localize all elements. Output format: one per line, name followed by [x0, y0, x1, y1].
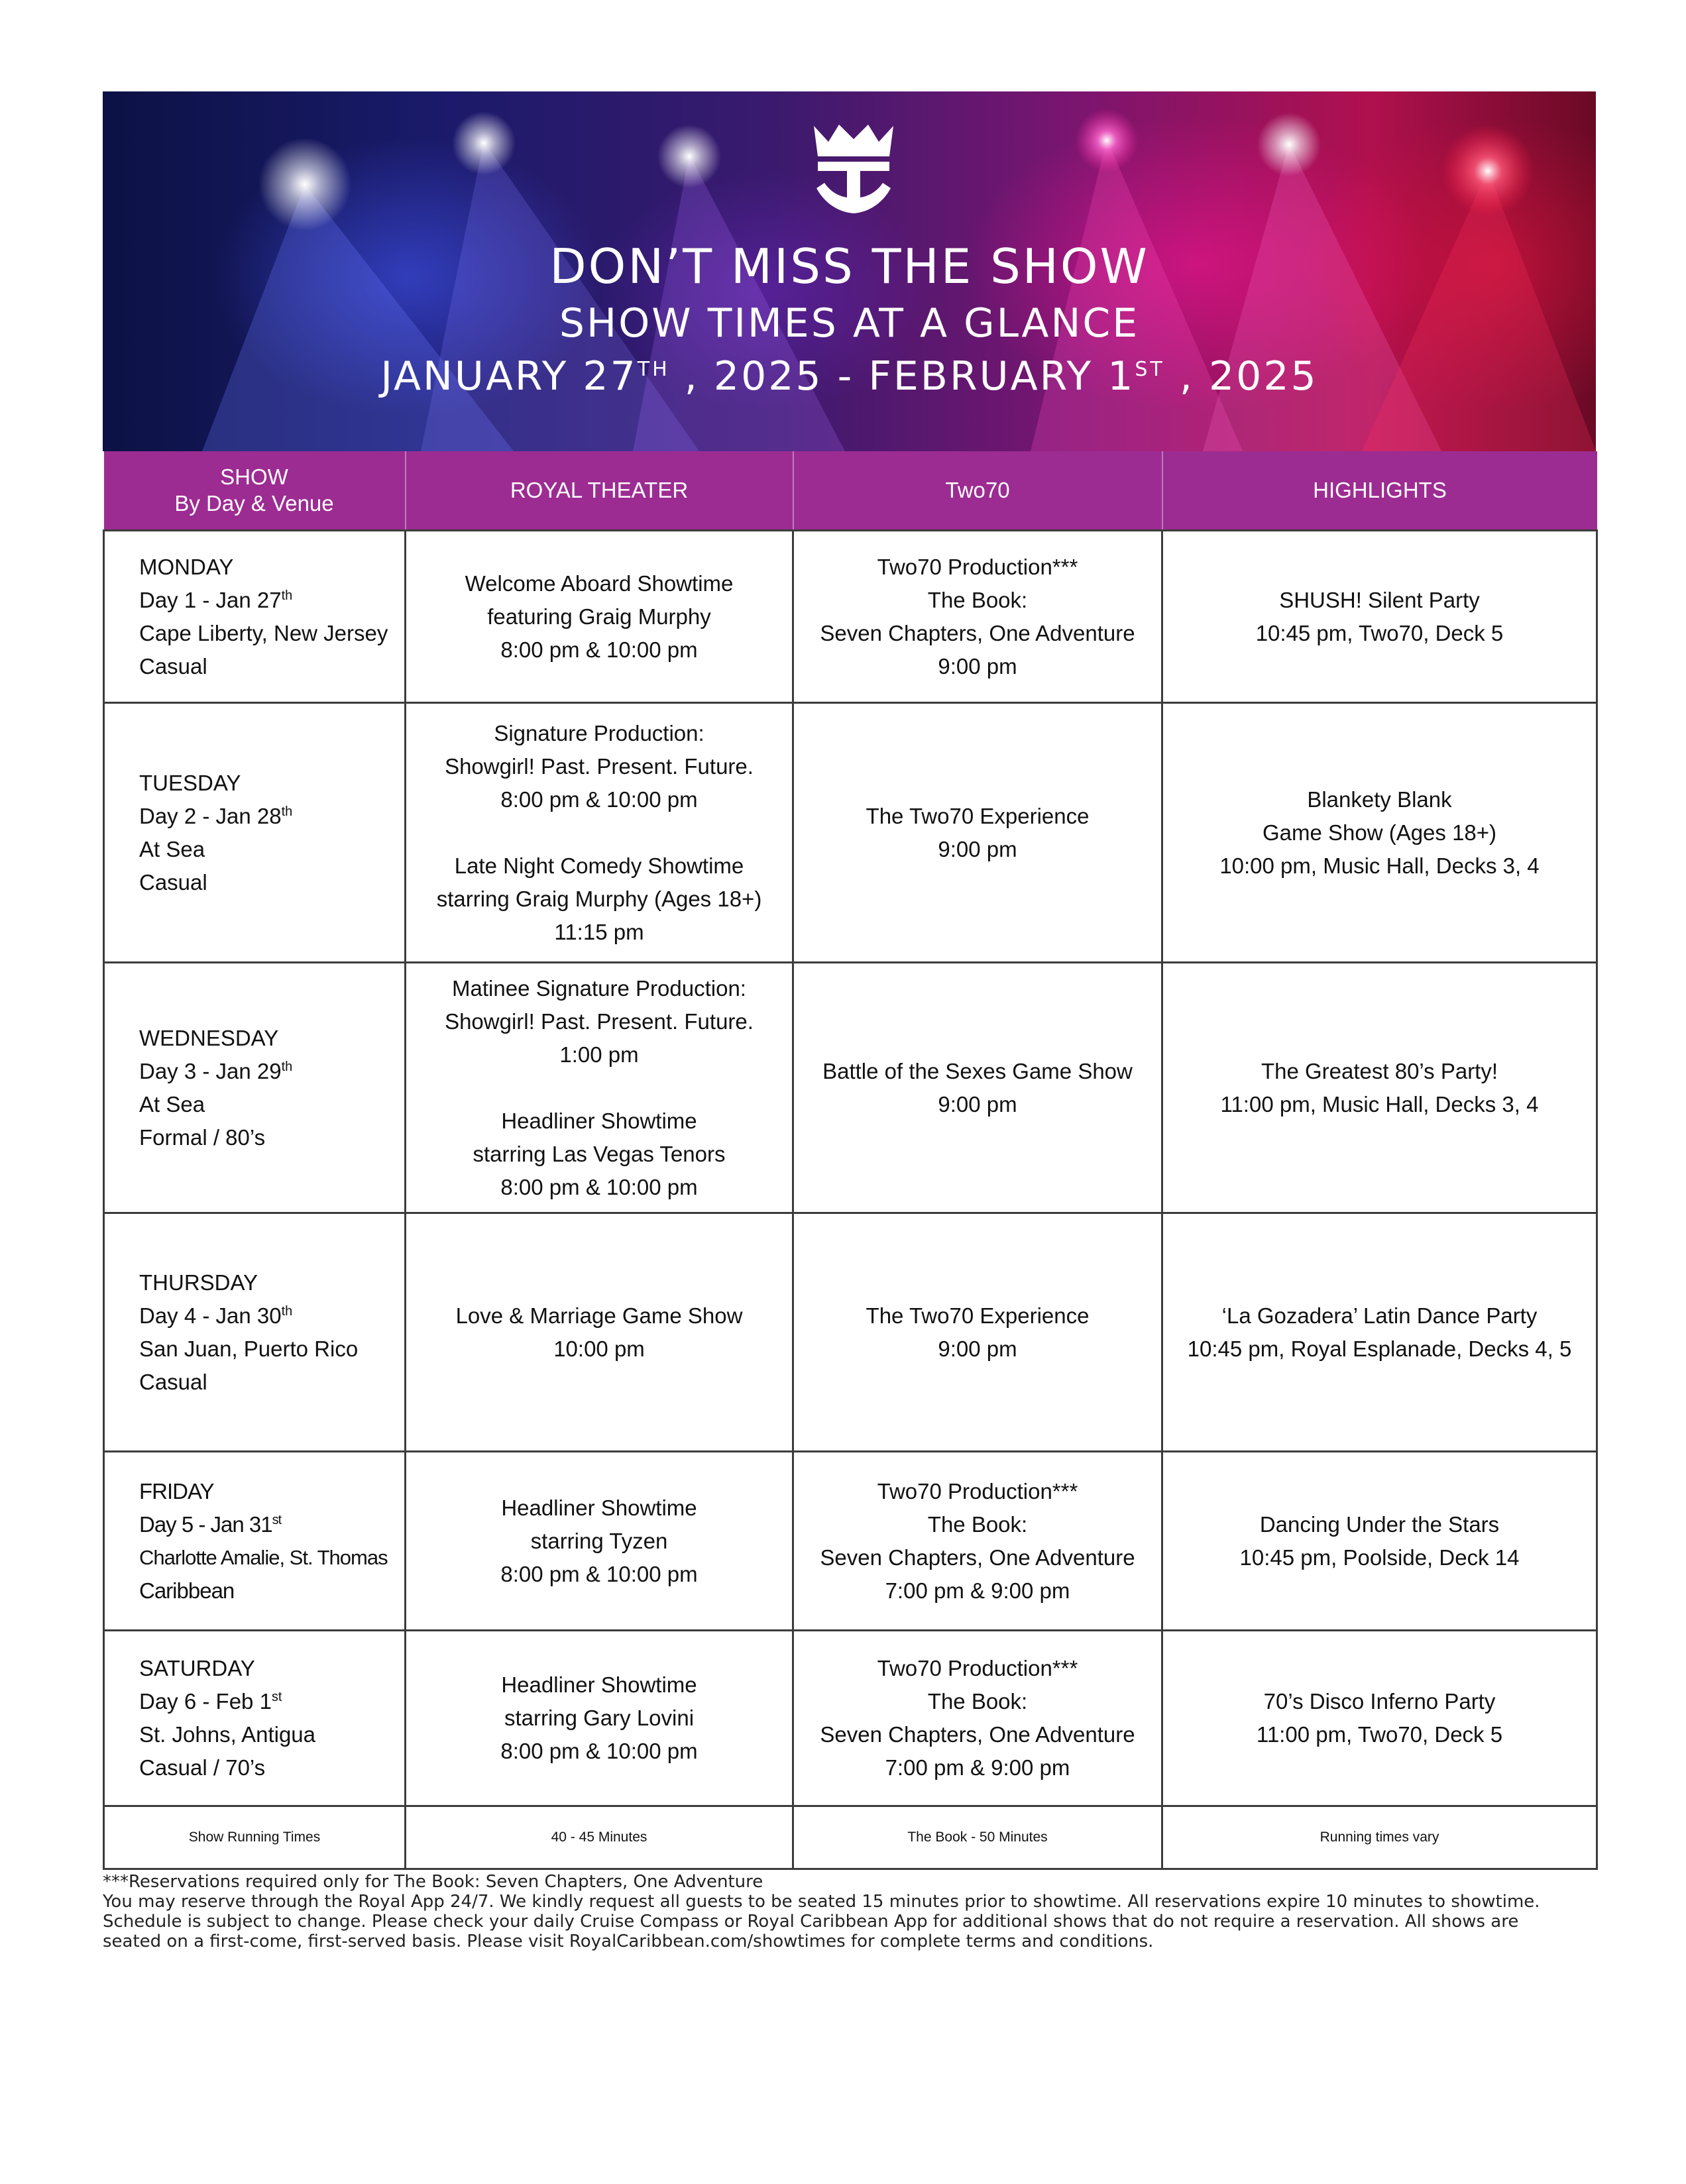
weekday: WEDNESDAY: [139, 1025, 279, 1050]
banner-dates: JANUARY 27TH , 2025 - FEBRUARY 1ST , 2025: [380, 353, 1318, 400]
highlights-cell: Blankety Blank Game Show (Ages 18+) 10:00 pm, Music Hall, Decks 3, 4: [1162, 703, 1597, 963]
highlights-cell: ‘La Gozadera’ Latin Dance Party 10:45 pm, Royal Esplanade, Decks 4, 5: [1162, 1213, 1597, 1452]
dress-code: Casual: [139, 653, 207, 679]
royal-theater-cell: Headliner Showtime starring Tyzen 8:00 pm & 10:00 pm: [406, 1452, 793, 1631]
royal-theater-cell: Welcome Aboard Showtime featuring Graig Murphy 8:00 pm & 10:00 pm: [406, 531, 793, 703]
royal-theater-cell: Signature Production: Showgirl! Past. Present. Future. 8:00 pm & 10:00 pm Late Night Comedy Showtime starring Graig Murphy (Ages 18+) 11:15 pm: [406, 703, 793, 963]
day-cell: [104, 531, 406, 703]
banner-title: DON’T MISS THE SHOW: [549, 239, 1149, 294]
day-label: Day 3 - Jan 29th: [139, 1058, 293, 1083]
header-show-by-day: SHOW By Day & Venue: [104, 451, 406, 531]
terms-note: You may reserve through the Royal App 24/7. We kindly request all guests to be seated 15 minutes prior to showtime. All reservations expire 10 minutes to showtime. Schedule is subject to change. Please check your daily Cruise Compass or Royal Caribbean App for additional shows that do not require a reservation. All shows are seated on a first-come, first-served basis. Please visit RoyalCaribbean.com/showtimes for complete terms and conditions.: [103, 1892, 1540, 1951]
royal-theater-cell: Headliner Showtime starring Gary Lovini 8:00 pm & 10:00 pm: [406, 1631, 793, 1806]
running-times-label: Show Running Times: [104, 1806, 406, 1869]
dress-code: Formal / 80’s: [139, 1124, 266, 1150]
day-label: Day 4 - Jan 30th: [139, 1303, 293, 1328]
day-cell: [104, 963, 406, 1213]
banner-subtitle: SHOW TIMES AT A GLANCE: [559, 300, 1140, 347]
footnotes: [103, 1872, 1547, 1951]
royal-theater-running-time: 40 - 45 Minutes: [406, 1806, 793, 1869]
highlights-cell: Dancing Under the Stars 10:45 pm, Poolside, Deck 14: [1162, 1452, 1597, 1631]
highlights-running-time: Running times vary: [1162, 1806, 1597, 1869]
day-label: Day 6 - Feb 1st: [139, 1689, 282, 1714]
dress-code: Casual: [139, 869, 207, 895]
port: Cape Liberty, New Jersey: [139, 620, 388, 645]
day-label: Day 5 - Jan 31st: [139, 1511, 282, 1537]
table-row-day-4: [104, 1213, 1597, 1452]
table-row-day-3: [104, 963, 1597, 1213]
port: At Sea: [139, 1091, 205, 1117]
highlights-cell: SHUSH! Silent Party 10:45 pm, Two70, Deck 5: [1162, 531, 1597, 703]
weekday: TUESDAY: [139, 770, 241, 795]
day-label: Day 1 - Jan 27th: [139, 587, 293, 612]
header-highlights: HIGHLIGHTS: [1162, 451, 1597, 531]
port: Charlotte Amalie, St. Thomas: [139, 1545, 388, 1569]
reservation-note: ***Reservations required only for The Book: Seven Chapters, One Adventure: [103, 1872, 763, 1892]
weekday: FRIDAY: [139, 1478, 214, 1503]
header-royal-theater: ROYAL THEATER: [406, 451, 793, 531]
show-banner: [103, 91, 1596, 451]
table-row-day-5: [104, 1452, 1597, 1631]
royal-theater-cell: Matinee Signature Production: Showgirl! Past. Present. Future. 1:00 pm Headliner Showtime starring Las Vegas Tenors 8:00 pm & 10:00 pm: [406, 963, 793, 1213]
highlights-cell: The Greatest 80’s Party! 11:00 pm, Music Hall, Decks 3, 4: [1162, 963, 1597, 1213]
day-cell: [104, 1213, 406, 1452]
day-cell: [104, 1631, 406, 1806]
two70-cell: Two70 Production*** The Book: Seven Chapters, One Adventure 7:00 pm & 9:00 pm: [793, 1452, 1162, 1631]
dress-code: Casual: [139, 1369, 207, 1394]
port: San Juan, Puerto Rico: [139, 1336, 359, 1361]
weekday: SATURDAY: [139, 1656, 255, 1680]
day-label: Day 2 - Jan 28th: [139, 803, 293, 828]
two70-cell: Battle of the Sexes Game Show 9:00 pm: [793, 963, 1162, 1213]
two70-cell: The Two70 Experience 9:00 pm: [793, 1213, 1162, 1452]
header-two70: Two70: [793, 451, 1162, 531]
weekday: MONDAY: [139, 554, 234, 579]
two70-cell: The Two70 Experience 9:00 pm: [793, 703, 1162, 963]
table-row-day-1: [104, 531, 1597, 703]
highlights-cell: 70’s Disco Inferno Party 11:00 pm, Two70, Deck 5: [1162, 1631, 1597, 1806]
day-cell: [104, 1452, 406, 1631]
table-header-row: [104, 451, 1597, 531]
dress-code: Caribbean: [139, 1578, 235, 1603]
show-schedule-table: [103, 451, 1598, 1870]
table-row-day-2: [104, 703, 1597, 963]
weekday: THURSDAY: [139, 1270, 258, 1295]
running-times-row: [104, 1806, 1597, 1869]
two70-cell: Two70 Production*** The Book: Seven Chapters, One Adventure 9:00 pm: [793, 531, 1162, 703]
table-row-day-6: [104, 1631, 1597, 1806]
two70-running-time: The Book - 50 Minutes: [793, 1806, 1162, 1869]
royal-theater-cell: Love & Marriage Game Show 10:00 pm: [406, 1213, 793, 1452]
dress-code: Casual / 70’s: [139, 1755, 266, 1780]
port: At Sea: [139, 836, 205, 861]
crown-anchor-logo-icon: [809, 119, 899, 219]
day-cell: [104, 703, 406, 963]
two70-cell: Two70 Production*** The Book: Seven Chapters, One Adventure 7:00 pm & 9:00 pm: [793, 1631, 1162, 1806]
port: St. Johns, Antigua: [139, 1722, 316, 1747]
